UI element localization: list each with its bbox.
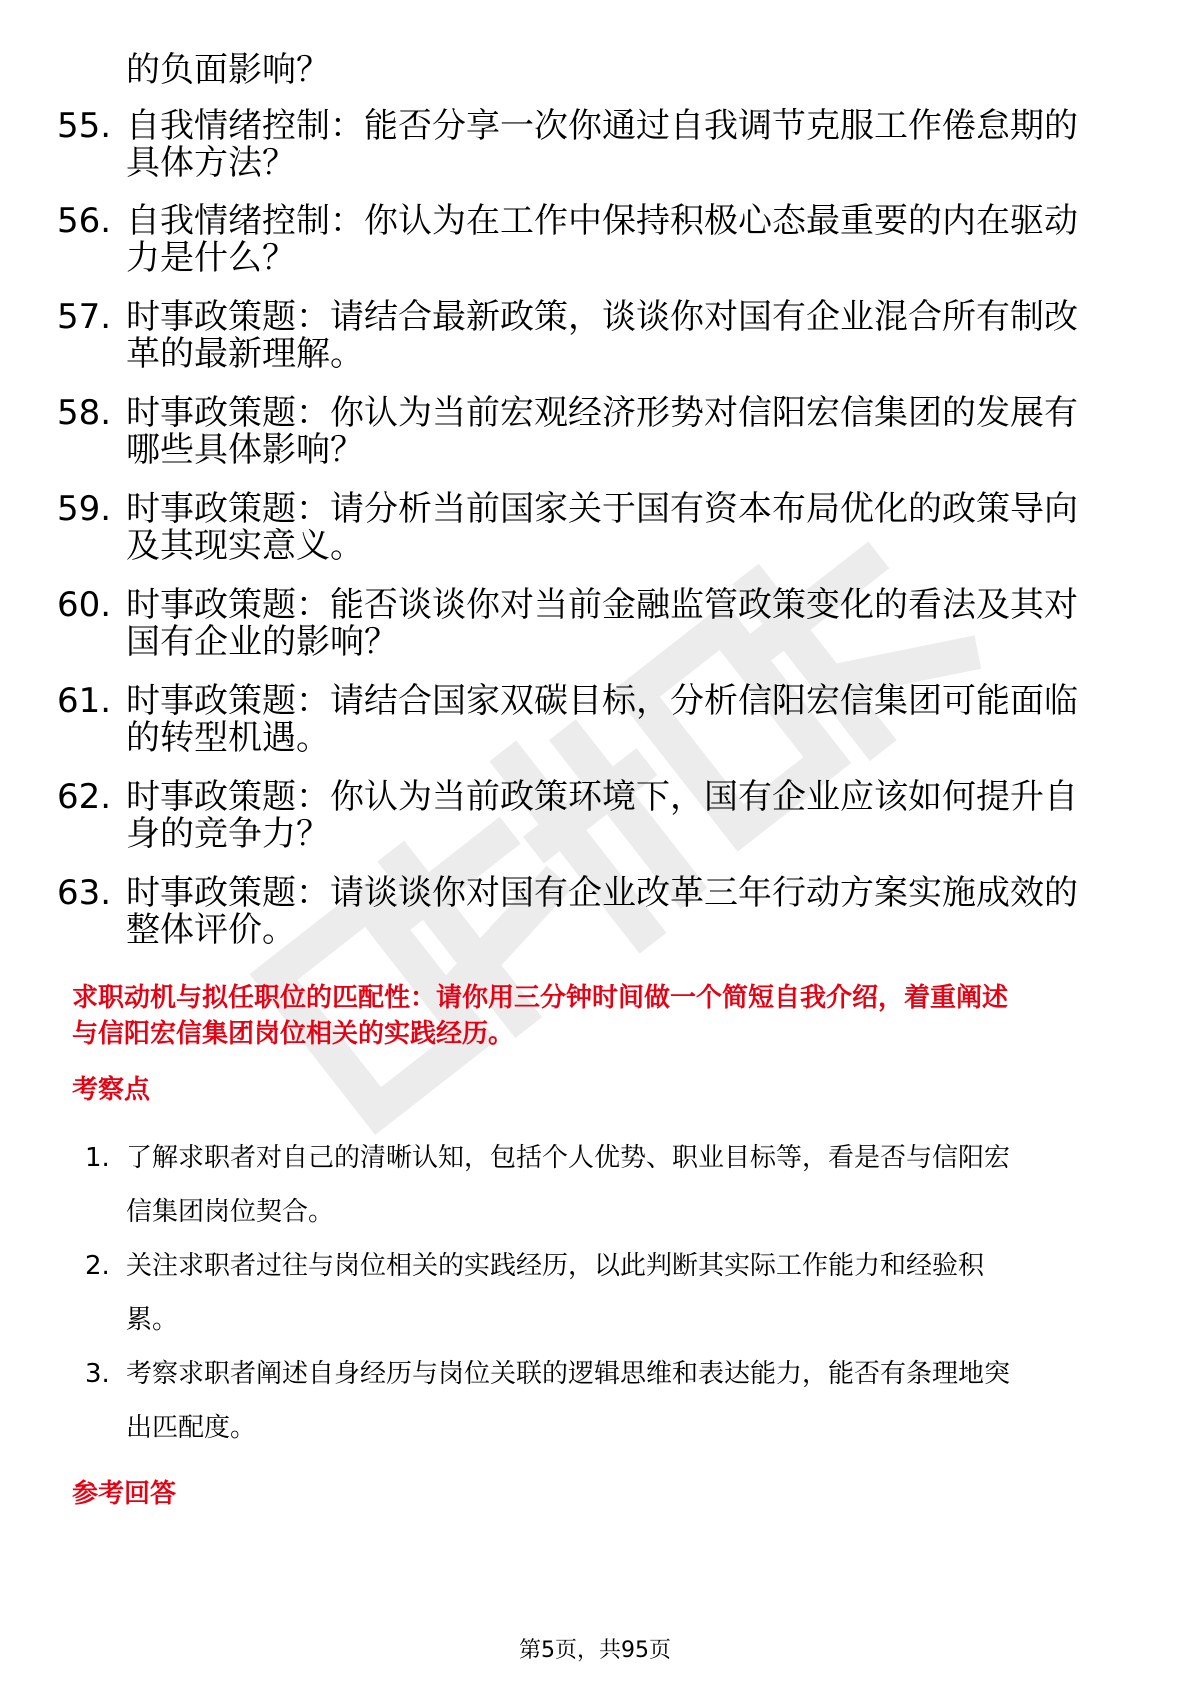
point-text-line: 关注求职者过往与岗位相关的实践经历，以此判断其实际工作能力和经验积 [126,1251,985,1281]
question-text-line: 整体评价。 [126,910,296,950]
question-text-line: 力是什么？ [126,238,296,278]
question-number: 55. [57,106,112,146]
point-text-line: 出匹配度。 [126,1413,257,1443]
question-text-line: 时事政策题：你认为当前宏观经济形势对信阳宏信集团的发展有 [126,393,1078,433]
point-text-line: 了解求职者对自己的清晰认知，包括个人优势、职业目标等，看是否与信阳宏 [126,1143,1011,1173]
question-number: 61. [57,681,112,721]
assessment-points-heading: 考察点 [72,1075,151,1105]
reference-answer-heading: 参考回答 [72,1479,177,1509]
featured-question-line: 求职动机与拟任职位的匹配性：请你用三分钟时间做一个简短自我介绍，着重阐述 [72,983,1009,1013]
question-text-line: 国有企业的影响？ [126,622,398,662]
question-text-line: 革的最新理解。 [126,334,364,374]
question-text-line: 时事政策题：请分析当前国家关于国有资本布局优化的政策导向 [126,489,1078,529]
question-number: 62. [57,777,112,817]
featured-question-line: 与信阳宏信集团岗位相关的实践经历。 [72,1019,515,1049]
question-text-line: 自我情绪控制：你认为在工作中保持积极心态最重要的内在驱动 [126,201,1078,241]
question-number: 60. [57,585,112,625]
point-number: 3. [85,1359,110,1389]
point-number: 2. [85,1251,110,1281]
question-number: 56. [57,201,112,241]
question-text-line: 时事政策题：能否谈谈你对当前金融监管政策变化的看法及其对 [126,585,1078,625]
question-text-line: 时事政策题：请结合国家双碳目标，分析信阳宏信集团可能面临 [126,681,1078,721]
question-text-line: 哪些具体影响？ [126,430,364,470]
question-text-line: 自我情绪控制：能否分享一次你通过自我调节克服工作倦怠期的 [126,106,1078,146]
question-text-line: 具体方法？ [126,143,296,183]
question-number: 58. [57,393,112,433]
point-number: 1. [85,1143,110,1173]
point-text-line: 信集团岗位契合。 [126,1197,335,1227]
question-number: 59. [57,489,112,529]
question-text-line: 及其现实意义。 [126,526,364,566]
continued-question-text: 的负面影响？ [126,50,330,90]
question-text-line: 身的竞争力？ [126,814,330,854]
question-text-line: 的转型机遇。 [126,718,330,758]
question-number: 63. [57,873,112,913]
question-text-line: 时事政策题：请结合最新政策，谈谈你对国有企业混合所有制改 [126,297,1078,337]
question-number: 57. [57,297,112,337]
question-text-line: 时事政策题：你认为当前政策环境下，国有企业应该如何提升自 [126,777,1078,817]
point-text-line: 累。 [126,1305,179,1335]
question-text-line: 时事政策题：请谈谈你对国有企业改革三年行动方案实施成效的 [126,873,1078,913]
point-text-line: 考察求职者阐述自身经历与岗位关联的逻辑思维和表达能力，能否有条理地突 [126,1359,1011,1389]
page-footer: 第5页，共95页 [519,1638,671,1663]
